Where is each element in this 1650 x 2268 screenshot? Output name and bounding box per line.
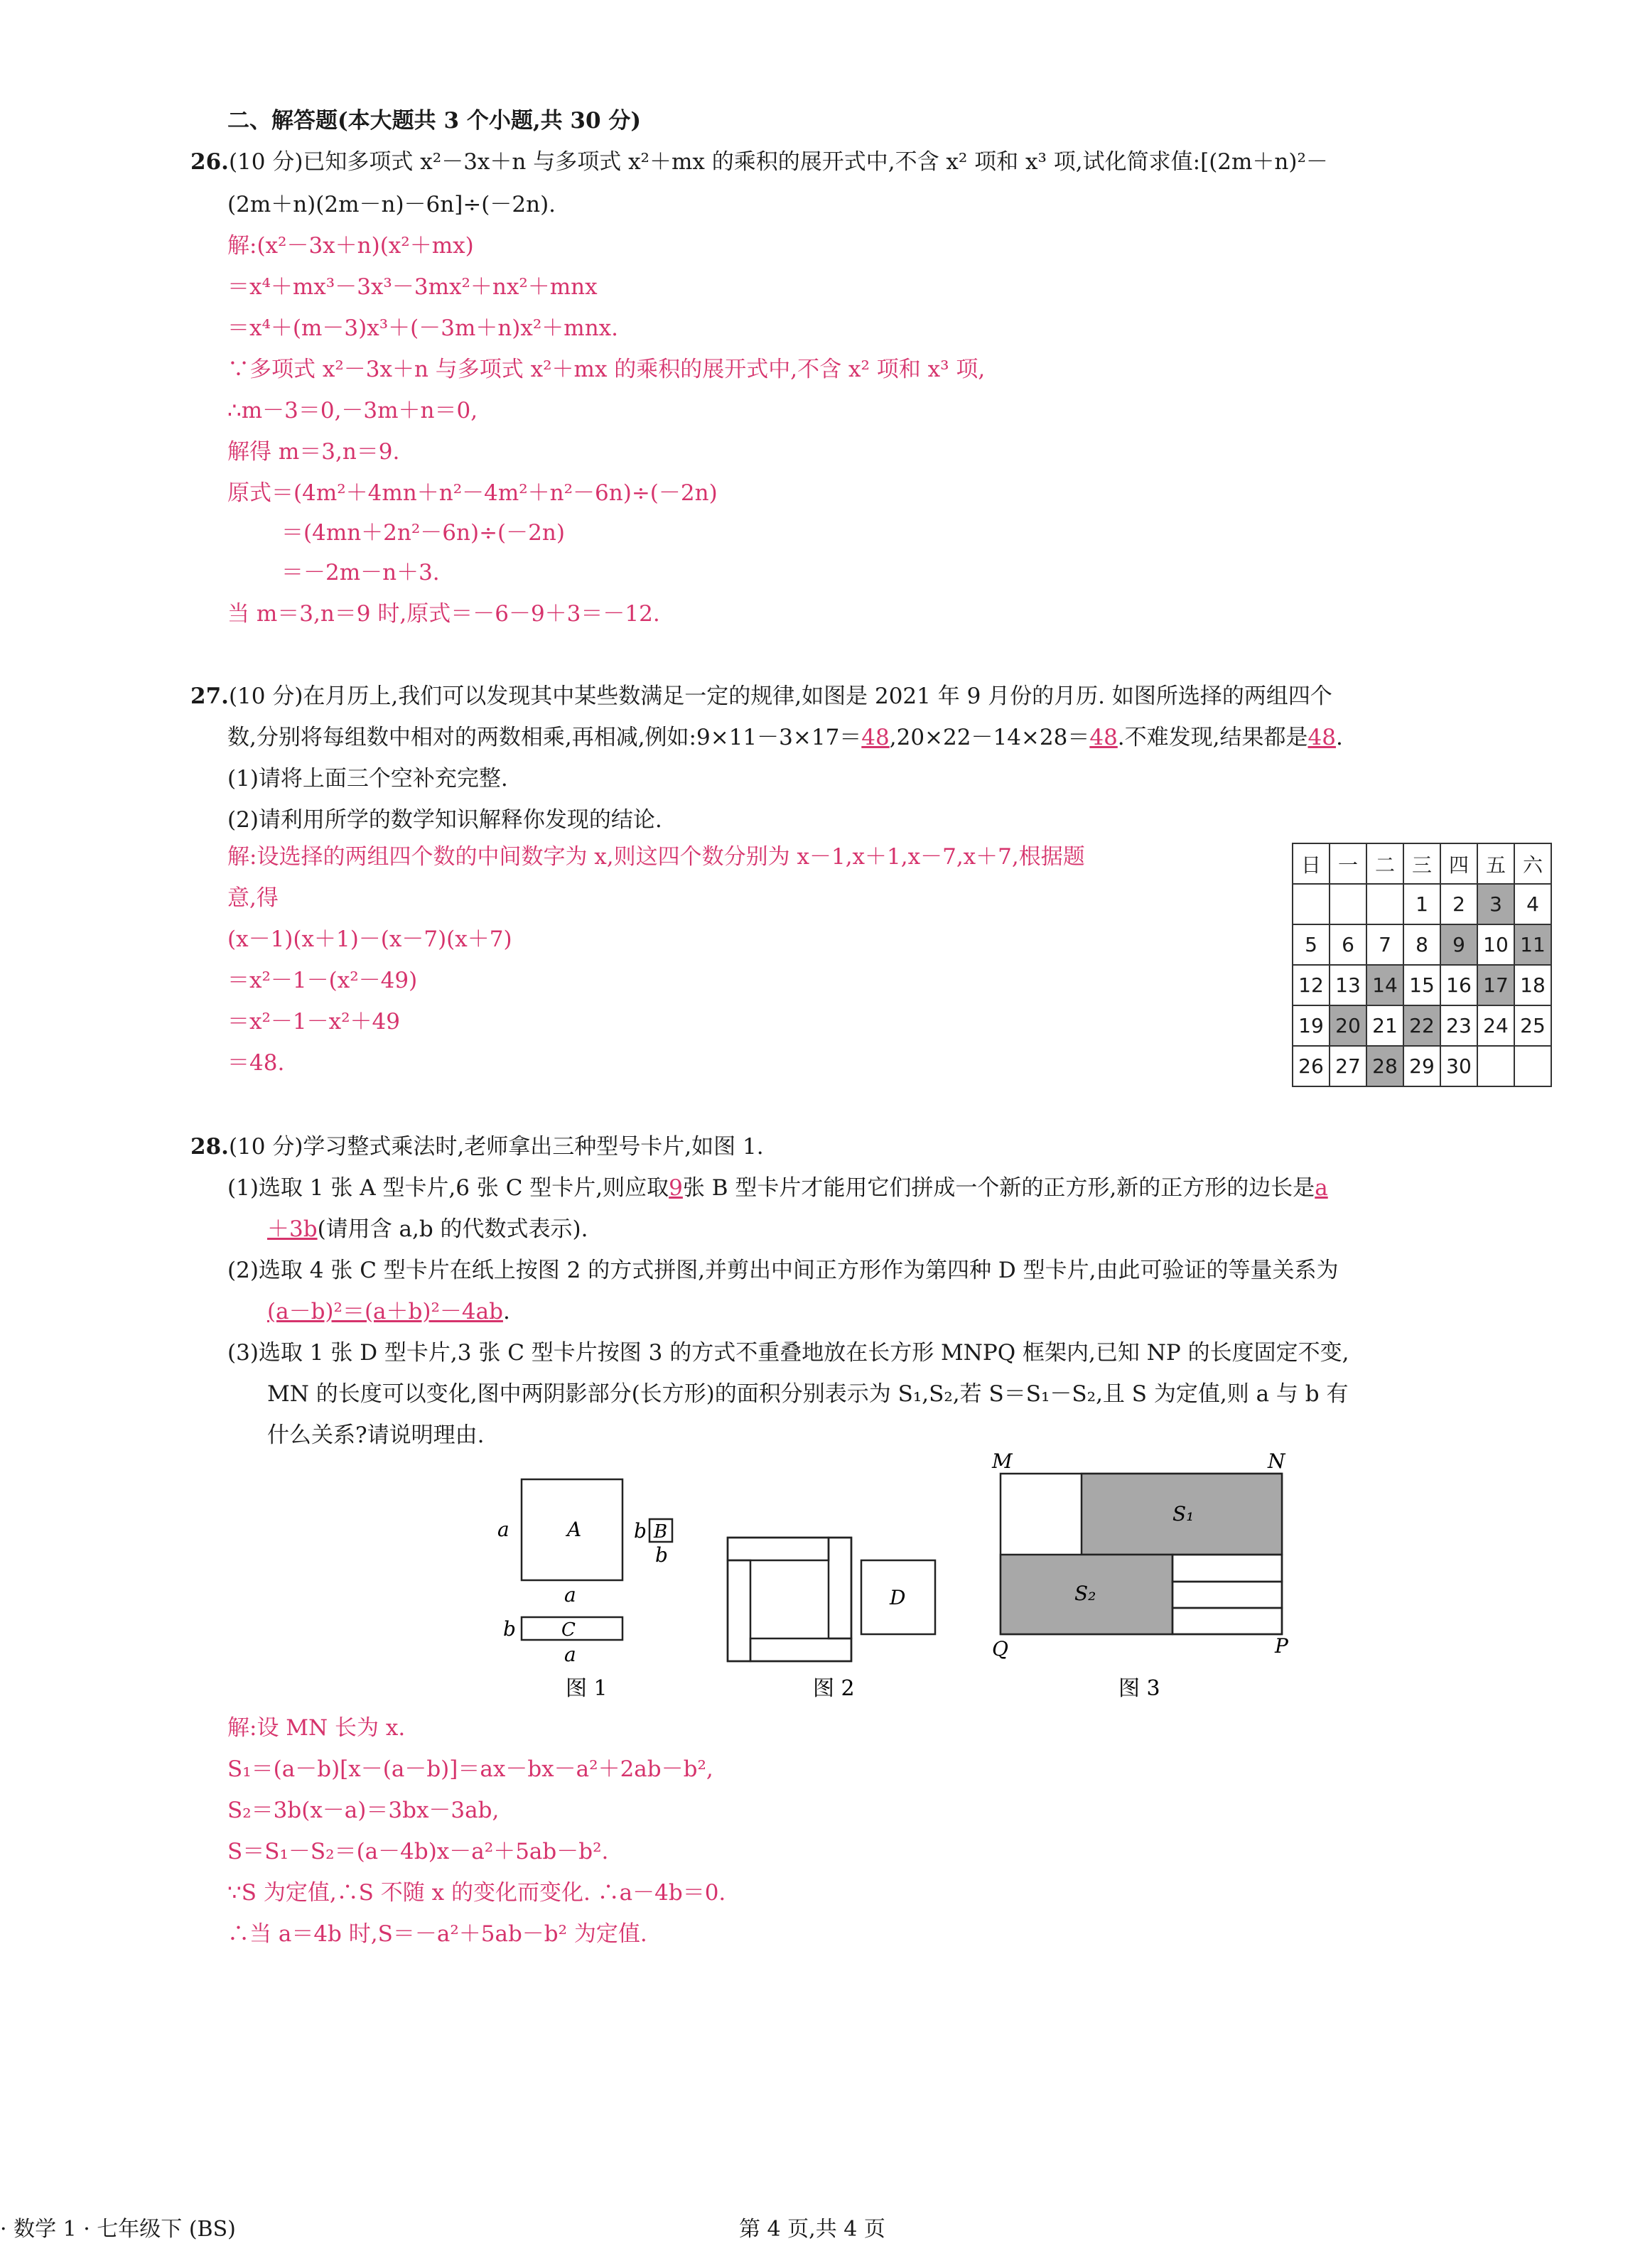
q28-sol-line2: S₁＝(a－b)[x－(a－b)]＝ax－bx－a²＋2ab－b², xyxy=(227,1756,713,1782)
q28-part3-line1: (3)选取 1 张 D 型卡片,3 张 C 型卡片按图 3 的方式不重叠地放在长方形 MNPQ 框架内,已知 NP 的长度固定不变, xyxy=(227,1340,1349,1366)
calendar-day-cell: 27 xyxy=(1330,1046,1366,1086)
figure-2-card-top xyxy=(728,1538,829,1560)
q27-sol-line5: ＝x²－1－x²＋49 xyxy=(227,1009,400,1035)
section-title: 二、解答题(本大题共 3 个小题,共 30 分) xyxy=(227,108,642,134)
calendar-day-cell: 17 xyxy=(1477,965,1514,1005)
q27-part1: (1)请将上面三个空补充完整. xyxy=(227,766,508,792)
figure-2-caption: 图 2 xyxy=(813,1676,855,1701)
card-a-label: A xyxy=(567,1518,582,1541)
card-b-side-label: b xyxy=(634,1519,647,1543)
card-c-strip xyxy=(1172,1555,1282,1582)
calendar-day-cell: 11 xyxy=(1514,924,1551,965)
figure-3 xyxy=(991,1449,1289,1701)
card-b-bottom-label: b xyxy=(655,1543,668,1567)
q28-part1-text-c: (请用含 a,b 的代数式表示). xyxy=(317,1216,588,1242)
q28-sol-line4: S＝S₁－S₂＝(a－4b)x－a²＋5ab－b². xyxy=(227,1839,609,1864)
calendar-day-cell: 10 xyxy=(1477,924,1514,965)
calendar-day-cell: 3 xyxy=(1477,884,1514,924)
calendar-day-cell: 23 xyxy=(1440,1005,1477,1046)
calendar-day-cell: 20 xyxy=(1330,1005,1366,1046)
q26-sol-line8: ＝(4mn＋2n²－6n)÷(－2n) xyxy=(281,520,565,546)
calendar-day-cell: 2 xyxy=(1440,884,1477,924)
q28-part3-line2: MN 的长度可以变化,图中两阴影部分(长方形)的面积分别表示为 S₁,S₂,若 S＝S₁－S₂,且 S 为定值,则 a 与 b 有 xyxy=(267,1381,1349,1407)
calendar-day-cell: 21 xyxy=(1366,1005,1403,1046)
q27-blank-1: 48 xyxy=(861,725,890,750)
card-d-label: D xyxy=(890,1586,906,1609)
calendar-header-cell: 日 xyxy=(1293,843,1330,884)
calendar-day-cell: 15 xyxy=(1403,965,1440,1005)
q26-sol-line5: ∴m－3＝0,－3m＋n＝0, xyxy=(227,398,478,423)
calendar-header-cell: 一 xyxy=(1330,843,1366,884)
q28-blank-side-a: a xyxy=(1315,1175,1328,1201)
q26-number: 26. xyxy=(190,149,229,175)
calendar-header-cell: 五 xyxy=(1477,843,1514,884)
q26-sol-line10: 当 m＝3,n＝9 时,原式＝－6－9＋3＝－12. xyxy=(227,601,660,627)
figure-2-card-left xyxy=(728,1560,750,1661)
q27-stem-text2a: 数,分别将每组数中相对的两数相乘,再相减,例如:9×11－3×17＝ xyxy=(227,725,862,750)
label-s2: S₂ xyxy=(1074,1582,1096,1605)
label-m: M xyxy=(992,1449,1013,1473)
q27-part2: (2)请利用所学的数学知识解释你发现的结论. xyxy=(227,807,662,833)
q27-blank-2: 48 xyxy=(1089,725,1118,750)
q27-sol-line6: ＝48. xyxy=(227,1050,285,1076)
q26-sol-line6: 解得 m＝3,n＝9. xyxy=(227,439,400,465)
q28-sol-line3: S₂＝3b(x－a)＝3bx－3ab, xyxy=(227,1798,500,1823)
figure-2-card-bottom xyxy=(750,1638,851,1661)
q26-sol-line3: ＝x⁴＋(m－3)x³＋(－3m＋n)x²＋mnx. xyxy=(227,315,619,341)
card-c-strip xyxy=(1172,1608,1282,1634)
q27-sol-line1: 解:设选择的两组四个数的中间数字为 x,则这四个数分别为 x－1,x＋1,x－7,x＋7,根据题 xyxy=(227,844,1085,870)
calendar-day-cell: 8 xyxy=(1403,924,1440,965)
calendar-day-cell: 14 xyxy=(1366,965,1403,1005)
calendar-day-cell: 26 xyxy=(1293,1046,1330,1086)
q27-sol-line3: (x－1)(x＋1)－(x－7)(x＋7) xyxy=(227,927,512,952)
q28-part1-text-b: 张 B 型卡片才能用它们拼成一个新的正方形,新的正方形的边长是 xyxy=(682,1175,1315,1201)
label-n: N xyxy=(1268,1449,1285,1473)
calendar-day-cell: 18 xyxy=(1514,965,1551,1005)
calendar-day-cell: 29 xyxy=(1403,1046,1440,1086)
q28-sol-line1: 解:设 MN 长为 x. xyxy=(227,1715,406,1741)
calendar-day-cell: 9 xyxy=(1440,924,1477,965)
q27-blank-3: 48 xyxy=(1307,725,1336,750)
card-c-label: C xyxy=(561,1619,576,1641)
calendar-day-cell: 1 xyxy=(1403,884,1440,924)
calendar-day-cell: 4 xyxy=(1514,884,1551,924)
figure-2-outer-square xyxy=(728,1538,851,1661)
q28-stem-text: (10 分)学习整式乘法时,老师拿出三种型号卡片,如图 1. xyxy=(228,1134,764,1160)
card-b-label: B xyxy=(654,1521,668,1543)
q27-sol-line4: ＝x²－1－(x²－49) xyxy=(227,968,418,993)
calendar-day-cell: 30 xyxy=(1440,1046,1477,1086)
calendar-header-cell: 六 xyxy=(1514,843,1551,884)
figure-2-card-right xyxy=(829,1538,851,1638)
label-p: P xyxy=(1275,1634,1288,1658)
q27-stem-text1: (10 分)在月历上,我们可以发现其中某些数满足一定的规律,如图是 2021 年 9 月份的月历. 如图所选择的两组四个 xyxy=(228,684,1332,709)
footer-page-number: 第 4 页,共 4 页 xyxy=(739,2217,885,2242)
figure-1-caption: 图 1 xyxy=(566,1676,608,1701)
q28-part2-line1: (2)选取 4 张 C 型卡片在纸上按图 2 的方式拼图,并剪出中间正方形作为第四种 D 型卡片,由此可验证的等量关系为 xyxy=(227,1258,1339,1283)
card-c-bottom-label: a xyxy=(564,1643,576,1666)
calendar-day-cell: 22 xyxy=(1403,1005,1440,1046)
calendar-day-cell: 19 xyxy=(1293,1005,1330,1046)
card-c-strip xyxy=(1172,1582,1282,1608)
q28-part2-end: . xyxy=(502,1299,510,1324)
q26-sol-line4: ∵多项式 x²－3x＋n 与多项式 x²＋mx 的乘积的展开式中,不含 x² 项和 x³ 项, xyxy=(227,357,986,382)
q26-sol-line1: 解:(x²－3x＋n)(x²＋mx) xyxy=(227,233,474,259)
calendar-day-cell: 6 xyxy=(1330,924,1366,965)
label-s1: S₁ xyxy=(1172,1502,1195,1526)
q28-blank-identity: (a－b)²＝(a＋b)²－4ab xyxy=(267,1299,503,1324)
q26-stem-text1: (10 分)已知多项式 x²－3x＋n 与多项式 x²＋mx 的乘积的展开式中,不含 x² 项和 x³ 项,试化简求值:[(2m＋n)²－ xyxy=(228,149,1328,175)
figure-1 xyxy=(497,1479,672,1701)
calendar-day-cell: 24 xyxy=(1477,1005,1514,1046)
q28-part1-text-a: (1)选取 1 张 A 型卡片,6 张 C 型卡片,则应取 xyxy=(227,1175,669,1201)
calendar-day-cell: 16 xyxy=(1440,965,1477,1005)
calendar-header-cell: 四 xyxy=(1440,843,1477,884)
calendar-day-cell: 5 xyxy=(1293,924,1330,965)
card-a-side-label: a xyxy=(497,1518,509,1541)
q27-number: 27. xyxy=(190,684,229,709)
label-q: Q xyxy=(992,1637,1008,1660)
footer-book-info: · 数学 1 · 七年级下 (BS) xyxy=(0,2217,236,2242)
q27-stem-text2d: . xyxy=(1335,725,1343,750)
card-c-side-label: b xyxy=(503,1617,516,1641)
q27-sol-line2: 意,得 xyxy=(227,885,279,911)
q27-stem-text2b: ,20×22－14×28＝ xyxy=(889,725,1090,750)
q26-sol-line7: 原式＝(4m²＋4mn＋n²－4m²＋n²－6n)÷(－2n) xyxy=(227,480,718,506)
q28-blank-side-b: ＋3b xyxy=(267,1216,318,1242)
calendar-day-cell: 13 xyxy=(1330,965,1366,1005)
q28-blank-count: 9 xyxy=(669,1175,683,1201)
calendar-day-cell: 12 xyxy=(1293,965,1330,1005)
calendar-day-cell: 7 xyxy=(1366,924,1403,965)
figure-3-caption: 图 3 xyxy=(1118,1676,1160,1701)
calendar-header-cell: 二 xyxy=(1366,843,1403,884)
q26-stem-line2: (2m＋n)(2m－n)－6n]÷(－2n). xyxy=(227,192,556,217)
calendar-header-cell: 三 xyxy=(1403,843,1440,884)
calendar-day-cell: 25 xyxy=(1514,1005,1551,1046)
q26-sol-line2: ＝x⁴＋mx³－3x³－3mx²＋nx²＋mnx xyxy=(227,274,598,300)
q28-sol-line6: ∴当 a＝4b 时,S＝－a²＋5ab－b² 为定值. xyxy=(227,1921,647,1947)
q28-number: 28. xyxy=(190,1134,229,1160)
figure-2 xyxy=(728,1538,935,1701)
card-a-bottom-label: a xyxy=(564,1583,576,1606)
q27-stem-text2c: .不难发现,结果都是 xyxy=(1117,725,1308,750)
q26-sol-line9: ＝－2m－n＋3. xyxy=(281,560,440,585)
calendar-day-cell: 28 xyxy=(1366,1046,1403,1086)
q28-part3-line3: 什么关系?请说明理由. xyxy=(267,1422,485,1448)
q28-sol-line5: ∵S 为定值,∴S 不随 x 的变化而变化. ∴a－4b＝0. xyxy=(227,1880,726,1906)
